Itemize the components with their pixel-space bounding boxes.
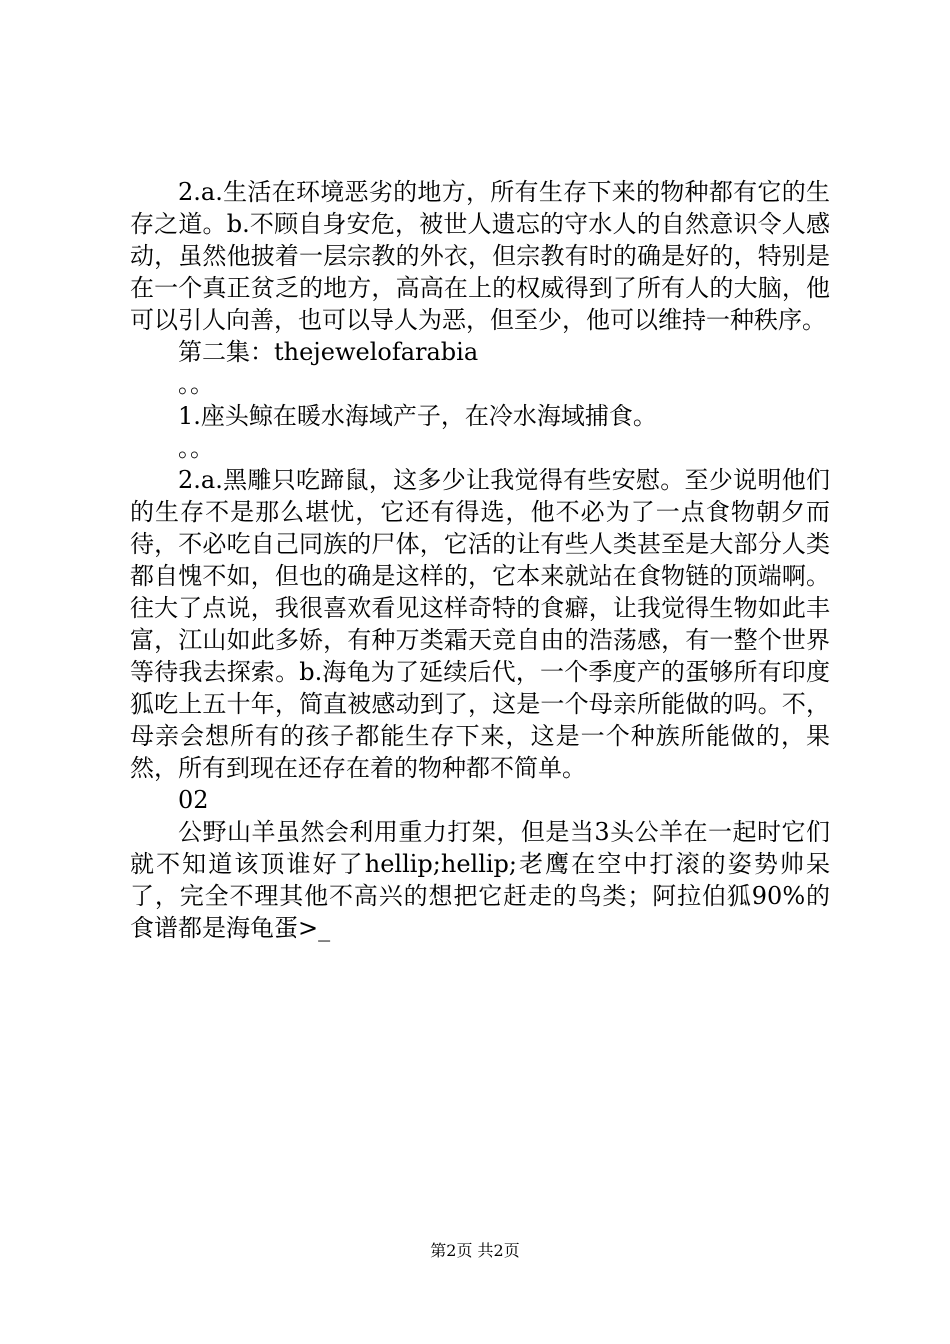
document-body <box>130 176 830 944</box>
paragraph-goat-eagle-fox: 公野山羊虽然会利用重力打架，但是当3头公羊在一起时它们就不知道该顶谁好了hellip;hellip;老鹰在空中打滚的姿势帅呆了，完全不理其他不高兴的想把它赶走的鸟类；阿拉伯狐90%的食谱都是海龟蛋>_ <box>130 818 830 942</box>
paragraph-eagle-turtle: 2.a.黑雕只吃蹄鼠，这多少让我觉得有些安慰。至少说明他们的生存不是那么堪忧，它还有得选，他不必为了一点食物朝夕而待，不必吃自己同族的尸体，它活的让有些人类甚至是大部分人类都自愧不如，但也的确是这样的，它本来就站在食物链的顶端啊。往大了点说，我很喜欢看见这样奇特的食癖，让我觉得生物如此丰富，江山如此多娇，有种万类霜天竞自由的浩荡感，有一整个世界等待我去探索。b.海龟为了延续后代，一个季度产的蛋够所有印度狐吃上五十年，简直被感动到了，这是一个母亲所能做的吗。不，母亲会想所有的孩子都能生存下来，这是一个种族所能做的，果然，所有到现在还存在着的物种都不简单。 <box>130 466 830 782</box>
paragraph-1: 2.a.生活在环境恶劣的地方，所有生存下来的物种都有它的生存之道。b.不顾自身安危，被世人遗忘的守水人的自然意识令人感动，虽然他披着一层宗教的外衣，但宗教有时的确是好的，特别是在一个真正贫乏的地方，高高在上的权威得到了所有人的大脑，他可以引人向善，也可以导人为恶，但至少，他可以维持一种秩序。 <box>130 178 830 334</box>
paragraph-whale: 1.座头鲸在暖水海域产子，在冷水海域捕食。 <box>178 402 657 430</box>
paragraph-ellipsis-2: 。。 <box>178 434 214 462</box>
paragraph-episode-heading: 第二集：thejewelofarabia <box>178 338 479 366</box>
paragraph-section-number: 02 <box>178 786 209 814</box>
paragraph-ellipsis-1: 。。 <box>178 370 214 398</box>
page-footer: 第2页 共2页 <box>430 1241 520 1260</box>
